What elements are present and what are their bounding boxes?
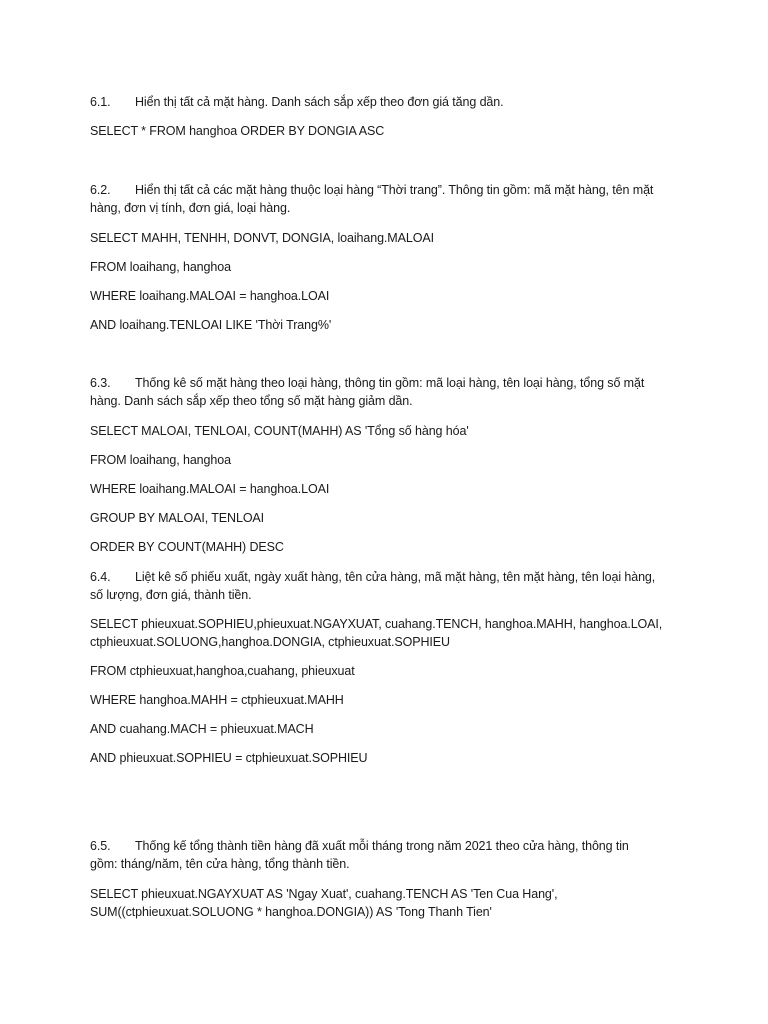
sql-line: SELECT MAHH, TENHH, DONVT, DONGIA, loaihang.MALOAI <box>90 231 434 245</box>
sql-line: SELECT MALOAI, TENLOAI, COUNT(MAHH) AS 'Tổng số hàng hóa' <box>90 424 469 438</box>
sql-line: ctphieuxuat.SOLUONG,hanghoa.DONGIA, ctphieuxuat.SOPHIEU <box>90 635 450 649</box>
section-title-continued: gồm: tháng/năm, tên cửa hàng, tổng thành tiền. <box>90 857 350 871</box>
section-heading-6-4 <box>90 568 662 604</box>
sql-line: FROM loaihang, hanghoa <box>90 453 231 467</box>
section-heading-6-5 <box>90 837 662 873</box>
section-title: Hiển thị tất cả mặt hàng. Danh sách sắp xếp theo đơn giá tăng dần. <box>135 95 504 109</box>
sql-line: AND loaihang.TENLOAI LIKE 'Thời Trang%' <box>90 318 332 332</box>
section-heading-6-2 <box>90 181 662 217</box>
section-title: Thống kế tổng thành tiền hàng đã xuất mỗi tháng trong năm 2021 theo cửa hàng, thông tin <box>135 839 629 853</box>
section-number: 6.4. <box>90 570 111 584</box>
sql-line: WHERE loaihang.MALOAI = hanghoa.LOAI <box>90 482 330 496</box>
section-number: 6.5. <box>90 839 111 853</box>
sql-line: SUM((ctphieuxuat.SOLUONG * hanghoa.DONGIA)) AS 'Tong Thanh Tien' <box>90 905 492 919</box>
sql-line: GROUP BY MALOAI, TENLOAI <box>90 511 265 525</box>
section-title-continued: hàng. Danh sách sắp xếp theo tổng số mặt hàng giảm dần. <box>90 394 413 408</box>
section-title: Hiển thị tất cả các mặt hàng thuộc loại hàng “Thời trang”. Thông tin gồm: mã mặt hàng, tên mặt <box>135 183 654 197</box>
sql-line: ORDER BY COUNT(MAHH) DESC <box>90 540 284 554</box>
section-number: 6.2. <box>90 183 111 197</box>
sql-line: FROM loaihang, hanghoa <box>90 260 231 274</box>
sql-line: WHERE loaihang.MALOAI = hanghoa.LOAI <box>90 289 330 303</box>
section-title-continued: số lượng, đơn giá, thành tiền. <box>90 588 252 602</box>
section-title: Thống kê số mặt hàng theo loại hàng, thông tin gồm: mã loại hàng, tên loại hàng, tổng số mặt <box>135 376 645 390</box>
section-title-continued: hàng, đơn vị tính, đơn giá, loại hàng. <box>90 201 291 215</box>
sql-line: SELECT * FROM hanghoa ORDER BY DONGIA ASC <box>90 124 385 138</box>
section-title: Liệt kê số phiếu xuất, ngày xuất hàng, tên cửa hàng, mã mặt hàng, tên mặt hàng, tên loại hàng, <box>135 570 656 584</box>
section-number: 6.3. <box>90 376 111 390</box>
sql-line: SELECT phieuxuat.NGAYXUAT AS 'Ngay Xuat', cuahang.TENCH AS 'Ten Cua Hang', <box>90 887 558 901</box>
sql-line: SELECT phieuxuat.SOPHIEU,phieuxuat.NGAYXUAT, cuahang.TENCH, hanghoa.MAHH, hanghoa.LOAI, <box>90 617 663 631</box>
section-heading-6-3 <box>90 374 662 410</box>
section-heading-6-1 <box>90 93 662 111</box>
sql-line: AND cuahang.MACH = phieuxuat.MACH <box>90 722 314 736</box>
sql-line: WHERE hanghoa.MAHH = ctphieuxuat.MAHH <box>90 693 344 707</box>
section-number: 6.1. <box>90 95 111 109</box>
sql-line: FROM ctphieuxuat,hanghoa,cuahang, phieuxuat <box>90 664 355 678</box>
sql-line: AND phieuxuat.SOPHIEU = ctphieuxuat.SOPHIEU <box>90 751 368 765</box>
